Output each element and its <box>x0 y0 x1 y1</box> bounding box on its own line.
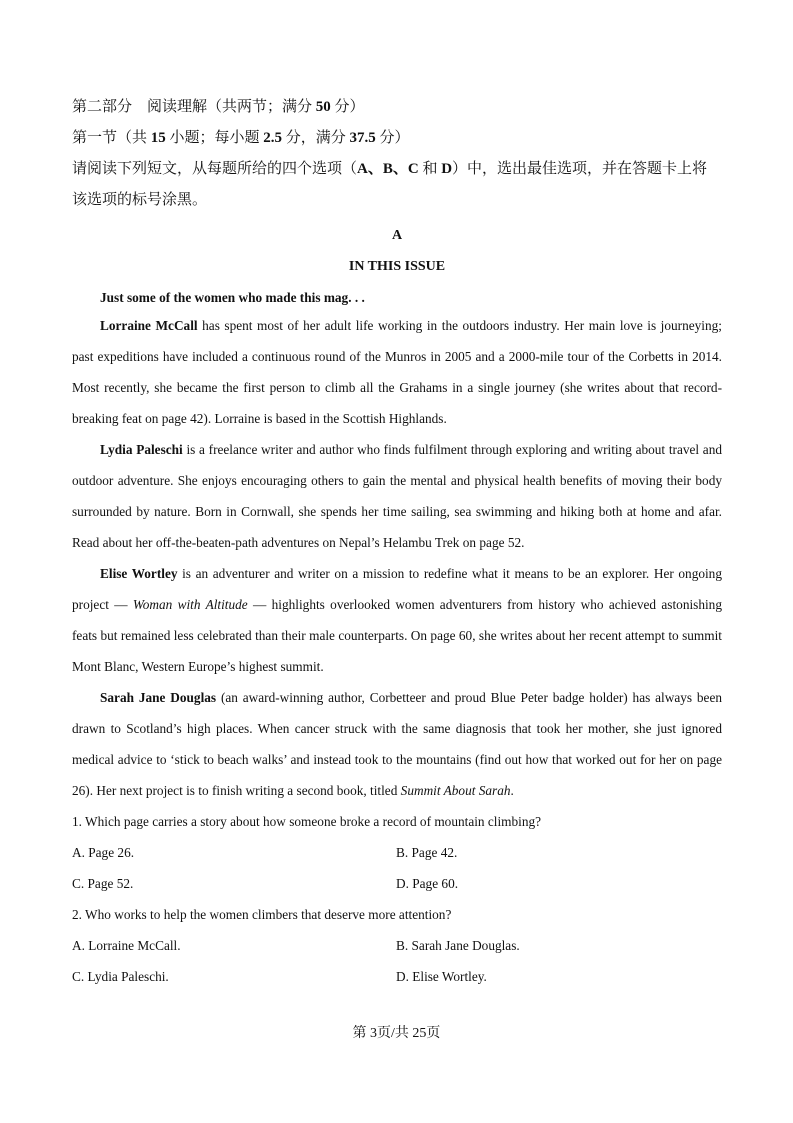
part-heading <box>72 92 722 123</box>
book-title: Summit About Sarah <box>400 783 511 798</box>
instructions-letters: A、B、C <box>357 161 419 177</box>
profile-text-cont: — highlights overlooked women adventurers from history who achieved astonishing feats but remained less celebrated than their male counterparts. On page 60, she writes about her recent attempt to summit Mont Blanc, Western Europe’s highest summit. <box>72 597 722 674</box>
option-row <box>72 961 722 992</box>
page-number-footer: 第 3页/共 25页 <box>352 1026 441 1041</box>
profile-text-cont: . <box>510 783 514 798</box>
instructions-end: ）中，选出最佳选项，并在答题卡上将该选项的标号涂黑。 <box>72 161 708 208</box>
option-row <box>72 930 722 961</box>
profile-text: has spent most of her adult life working in the outdoors industry. Her main love is journeying; past expeditions have included a continuous round of the Munros in 2005 and a 2000-mile tour of the Corbetts in 2014. Most recently, she became the first person to climb all the Grahams in a single journey (she writes about that record-breaking feat on page 42). Lorraine is based in the Scottish Highlands. <box>72 318 722 426</box>
profile-name: Lydia Paleschi <box>100 442 183 457</box>
option-d: D. Page 60. <box>396 876 459 891</box>
profile-name: Elise Wortley <box>100 566 178 581</box>
question-count: 15 <box>150 130 166 146</box>
profile-paragraph <box>72 434 722 558</box>
section-heading <box>72 123 722 154</box>
passage-lead: Just some of the women who made this mag. . . <box>100 290 365 305</box>
profile-name: Lorraine McCall <box>100 318 198 333</box>
option-b: B. Page 42. <box>396 845 458 860</box>
part-score: 50 <box>315 99 331 115</box>
passage-letter: A <box>391 228 403 243</box>
part-heading-end: 分） <box>330 99 365 115</box>
part-heading-text: 第二部分 阅读理解（共两节；满分 <box>72 99 316 115</box>
option-b: B. Sarah Jane Douglas. <box>396 938 520 953</box>
profile-paragraph <box>72 682 722 806</box>
option-a: A. Page 26. <box>72 845 135 860</box>
question-stem: 1. Which page carries a story about how someone broke a record of mountain climbing? <box>72 814 542 829</box>
per-question-score: 2.5 <box>263 130 283 146</box>
option-c: C. Lydia Paleschi. <box>72 969 169 984</box>
option-a: A. Lorraine McCall. <box>72 938 181 953</box>
option-row <box>72 837 722 868</box>
section-heading-mid2: 分，满分 <box>282 130 350 146</box>
instructions <box>72 154 722 216</box>
passage-title: IN THIS ISSUE <box>348 259 446 274</box>
profile-paragraph <box>72 310 722 434</box>
section-heading-end: 分） <box>375 130 410 146</box>
profile-name: Sarah Jane Douglas <box>100 690 217 705</box>
option-row <box>72 868 722 899</box>
option-c: C. Page 52. <box>72 876 134 891</box>
project-title: Woman with Altitude <box>132 597 248 612</box>
instructions-letter-d: D <box>441 161 453 177</box>
instructions-text: 请阅读下列短文，从每题所给的四个选项（ <box>72 161 358 177</box>
section-heading-mid1: 小题；每小题 <box>165 130 264 146</box>
profile-text: (an award-winning author, Corbetteer and proud Blue Peter badge holder) has always been drawn to Scotland’s high places. When cancer struck with the same diagnosis that took her mother, she just ignored medical advice to ‘stick to beach walks’ and instead took to the mountains (find out how that worked out for her on page 26). Her next project is to finish writing a second book, titled <box>72 690 722 798</box>
section-heading-text: 第一节（共 <box>72 130 151 146</box>
section-total-score: 37.5 <box>349 130 376 146</box>
question-stem: 2. Who works to help the women climbers that deserve more attention? <box>72 907 452 922</box>
profile-paragraph <box>72 558 722 682</box>
profile-text: is an adventurer and writer on a mission to redefine what it means to be an explorer. Her ongoing project — <box>72 566 722 612</box>
instructions-and: 和 <box>418 161 442 177</box>
option-d: D. Elise Wortley. <box>396 969 487 984</box>
document-page <box>72 92 722 992</box>
profile-text: is a freelance writer and author who finds fulfilment through exploring and writing about travel and outdoor adventure. She enjoys encouraging others to gain the mental and physical health benefits of moving their body surrounded by nature. Born in Cornwall, she spends her time sailing, sea swimming and hiking both at home and afar. Read about her off-the-beaten-path adventures on Nepal’s Helambu Trek on page 52. <box>72 442 722 550</box>
